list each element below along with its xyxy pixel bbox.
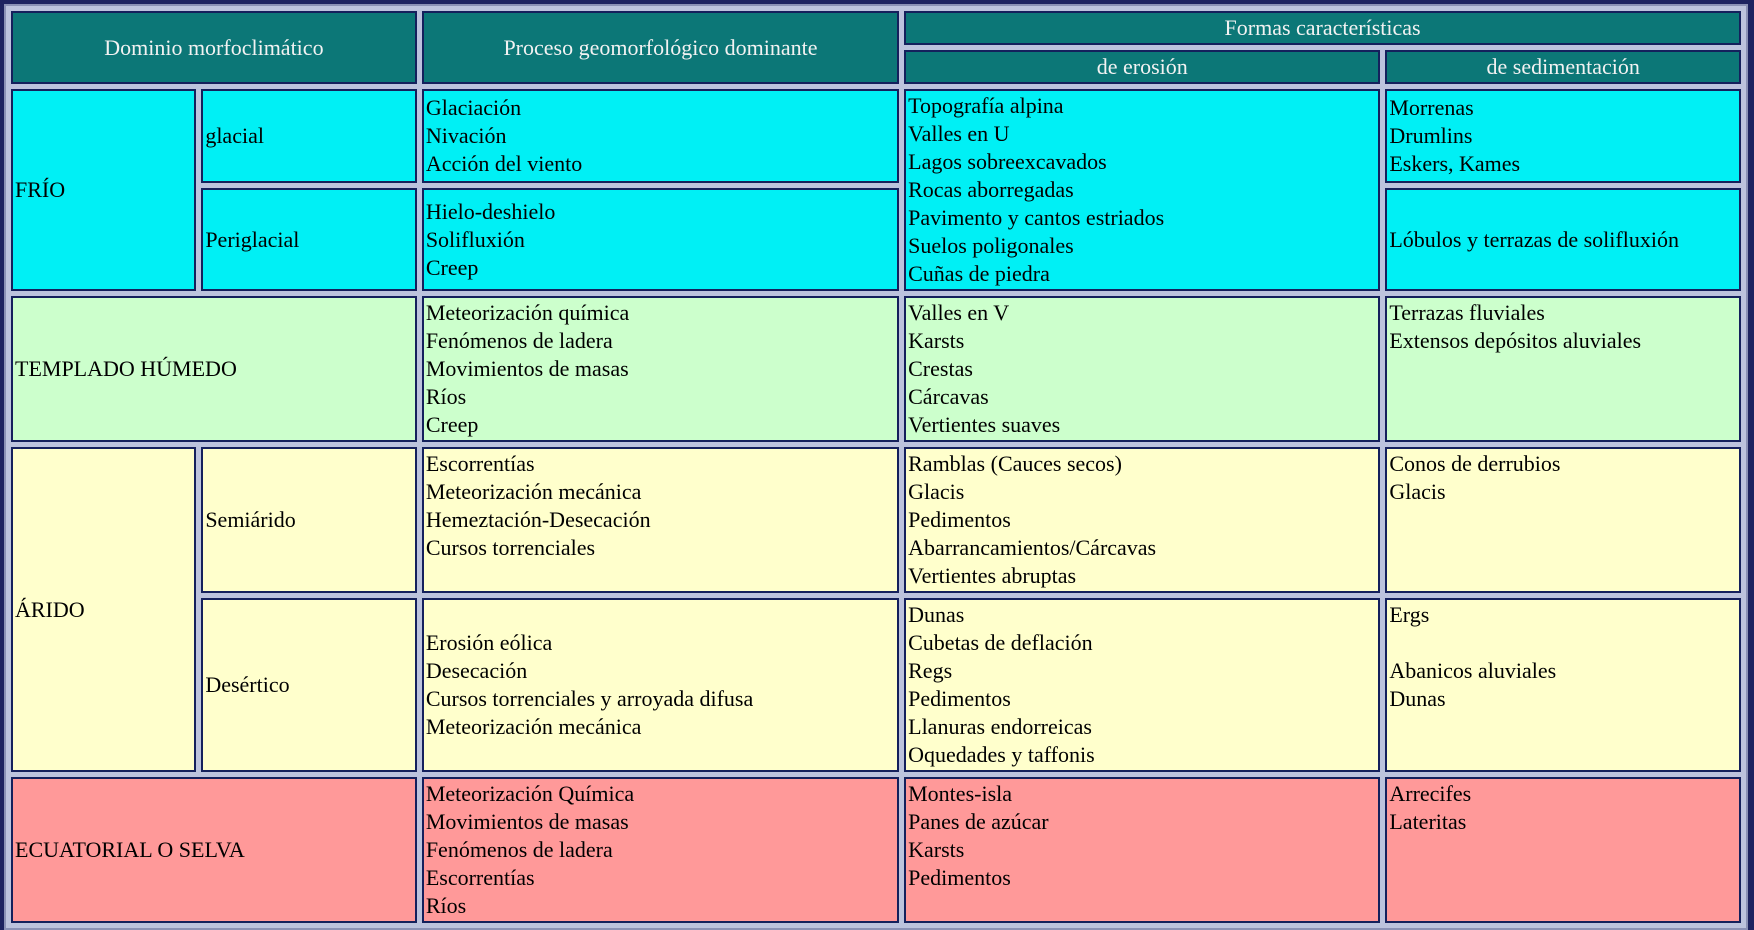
cell-line: Lateritas [1389,809,1467,834]
sedimentation-ecuatorial [1385,777,1741,923]
erosion-desertico [904,598,1380,772]
cell-line: Regs [908,658,953,683]
domain-frio: FRÍO [11,89,196,291]
cell-line: Valles en U [908,121,1010,146]
cell-line [1389,629,1737,657]
cell-line: Fenómenos de ladera [425,837,613,862]
erosion-ecuatorial [904,777,1380,923]
domain-ecuatorial: ECUATORIAL O SELVA [11,777,417,923]
cell-line: Llanuras endorreicas [908,714,1092,739]
cell-line: Nivación [425,123,507,149]
row-templado [11,296,1741,442]
cell-line: Cubetas de deflación [908,630,1093,655]
cell-line: Vertientes suaves [908,412,1061,437]
cell-line: Morrenas [1389,95,1474,121]
row-arido-desertico [11,598,1741,772]
row-frio-glacial [11,89,1741,183]
row-ecuatorial [11,777,1741,923]
cell-line: Lagos sobreexcavados [908,149,1107,174]
cell-line: Glacis [908,479,965,504]
cell-line: Hielo-deshielo [425,198,556,224]
cell-line: Movimientos de masas [425,356,629,381]
cell-line: Acción del viento [425,151,583,177]
cell-line: Ramblas (Cauces secos) [908,451,1122,476]
cell-line: Karsts [908,328,965,353]
erosion-semiarido [904,447,1380,593]
cell-line: Rocas aborregadas [908,177,1074,202]
cell-line: Cuñas de piedra [908,261,1050,286]
subdomain-desertico: Desértico [201,598,417,772]
geomorphology-table-wrapper [9,9,1753,921]
process-templado [422,296,899,442]
cell-line: Extensos depósitos aluviales [1389,328,1642,353]
sedimentation-semiarido [1385,447,1741,593]
header-sedimentation: de sedimentación [1385,50,1741,84]
cell-line: Creep [425,412,479,437]
sedimentation-templado [1385,296,1741,442]
cell-line: Terrazas fluviales [1389,300,1545,325]
cell-line: Meteorización química [425,300,630,325]
process-periglacial [422,188,899,291]
cell-line: Pedimentos [908,507,1011,532]
cell-line: Montes-isla [908,781,1013,806]
subdomain-semiarido: Semiárido [201,447,417,593]
cell-line: Desecación [425,658,528,683]
header-process: Proceso geomorfológico dominante [422,11,899,84]
cell-line: Lóbulos y terrazas de solifluxión [1389,226,1679,252]
cell-line: Escorrentías [425,865,535,890]
cell-line: Oquedades y taffonis [908,742,1095,767]
header-domain: Dominio morfoclimático [11,11,417,84]
cell-line: Pavimento y cantos estriados [908,205,1165,230]
cell-line: Abarrancamientos/Cárcavas [908,535,1157,560]
cell-line: Cárcavas [908,384,989,409]
cell-line: Dunas [1389,686,1446,711]
cell-line: Vertientes abruptas [908,563,1077,588]
cell-line: Meteorización mecánica [425,479,642,504]
cell-line: Pedimentos [908,865,1011,890]
cell-line: Conos de derrubios [1389,451,1561,476]
domain-templado: TEMPLADO HÚMEDO [11,296,417,442]
morphoclimatic-table [4,4,1748,930]
domain-arido: ÁRIDO [11,447,196,772]
cell-line: Suelos poligonales [908,233,1074,258]
cell-line: Glacis [1389,479,1446,504]
process-glacial [422,89,899,183]
cell-line: Valles en V [908,300,1010,325]
sedimentation-desertico [1385,598,1741,772]
sedimentation-glacial [1385,89,1741,183]
cell-line: Ergs [1389,602,1430,627]
header-erosion: de erosión [904,50,1380,84]
cell-line: Hemeztación-Desecación [425,507,651,532]
cell-line: Glaciación [425,95,522,121]
cell-line: Fenómenos de ladera [425,328,613,353]
process-ecuatorial [422,777,899,923]
cell-line: Solifluxión [425,226,525,252]
cell-line: Meteorización Química [425,781,635,806]
process-semiarido [422,447,899,593]
cell-line: Karsts [908,837,965,862]
cell-line: Movimientos de masas [425,809,629,834]
cell-line: Dunas [908,602,965,627]
cell-line: Creep [425,254,479,280]
process-desertico [422,598,899,772]
cell-line: Abanicos aluviales [1389,658,1557,683]
cell-line: Ríos [425,384,467,409]
subdomain-glacial: glacial [201,89,417,183]
cell-line: Pedimentos [908,686,1011,711]
row-frio-periglacial [11,188,1741,291]
cell-line: Drumlins [1389,123,1473,149]
row-arido-semiarido [11,447,1741,593]
subdomain-periglacial: Periglacial [201,188,417,291]
cell-line: Eskers, Kames [1389,151,1521,177]
cell-line: Escorrentías [425,451,535,476]
cell-line: Cursos torrenciales y arroyada difusa [425,686,754,711]
cell-line: Cursos torrenciales [425,535,596,560]
cell-line: Ríos [425,893,467,918]
cell-line: Meteorización mecánica [425,714,642,739]
header-row-1 [11,11,1741,45]
cell-line: Topografía alpina [908,93,1064,118]
erosion-templado [904,296,1380,442]
cell-line: Erosión eólica [425,630,553,655]
cell-line: Panes de azúcar [908,809,1049,834]
header-forms: Formas características [904,11,1741,45]
cell-line: Crestas [908,356,973,381]
erosion-frio [904,89,1380,291]
cell-line: Arrecifes [1389,781,1472,806]
sedimentation-periglacial [1385,188,1741,291]
